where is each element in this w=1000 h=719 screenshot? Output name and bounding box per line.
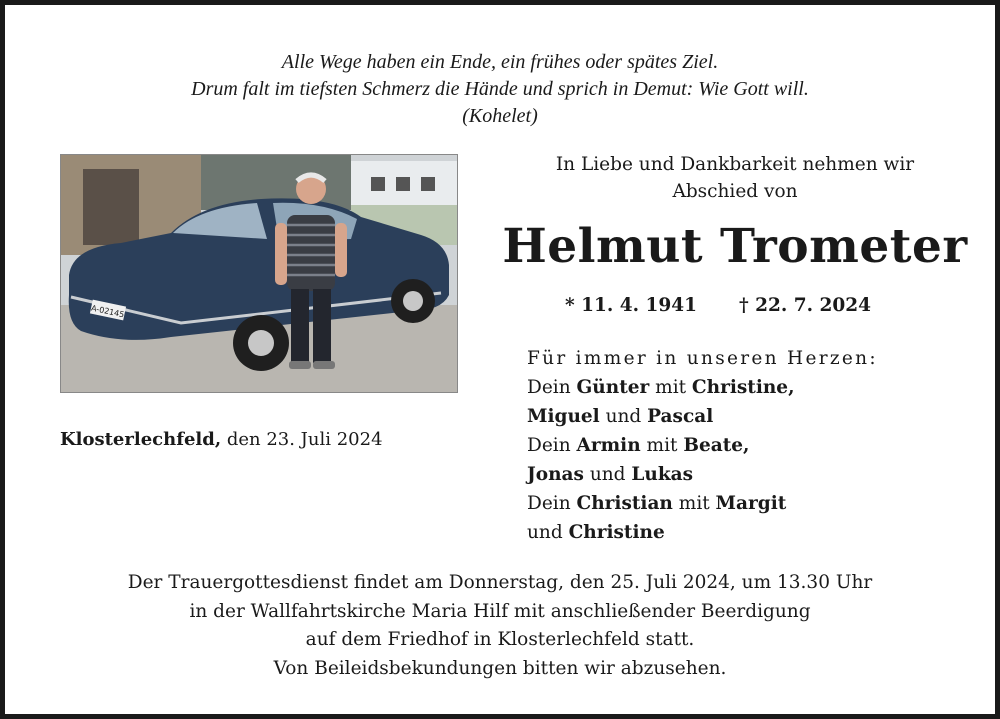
license-plate-text: A-02145 <box>90 303 126 320</box>
mourner-name: Christian <box>576 493 673 514</box>
intro-line-2: Abschied von <box>672 181 798 202</box>
service-line-4: Von Beileidsbekundungen bitten wir abzusehen. <box>273 657 727 679</box>
mourner-line <box>527 460 878 489</box>
birth-date: * 11. 4. 1941 <box>565 295 697 316</box>
intro-text <box>495 151 975 205</box>
place-name: Klosterlechfeld, <box>60 429 222 450</box>
mourner-name: Margit <box>715 493 787 514</box>
service-line-2: in der Wallfahrtskirche Maria Hilf mit anschließender Beerdigung <box>189 600 811 622</box>
mourner-connector: mit <box>649 377 692 398</box>
mourner-connector: und <box>583 464 632 485</box>
motto <box>45 49 955 130</box>
mourner-name: Günter <box>576 377 650 398</box>
mourner-name: Jonas <box>527 464 584 485</box>
service-info <box>45 569 955 683</box>
mourner-name: Beate, <box>683 435 750 456</box>
motto-line-1: Alle Wege haben ein Ende, ein frühes oder spätes Ziel. <box>281 51 719 73</box>
death-date: † 22. 7. 2024 <box>738 295 871 316</box>
mourner-name: Lukas <box>631 464 694 485</box>
life-dates <box>565 295 871 316</box>
mourner-connector: Dein <box>527 377 577 398</box>
mourner-connector: und <box>599 406 648 427</box>
mourner-connector: Dein <box>527 493 577 514</box>
mourner-name: Pascal <box>647 406 714 427</box>
mourners-heading: Für immer in unseren Herzen: <box>527 348 878 369</box>
mourner-line <box>527 489 878 518</box>
notice-date: den 23. Juli 2024 <box>221 429 383 450</box>
mourner-line <box>527 518 878 547</box>
deceased-name: Helmut Trometer <box>502 219 968 274</box>
service-line-1: Der Trauergottesdienst findet am Donnerstag, den 25. Juli 2024, um 13.30 Uhr <box>127 572 873 593</box>
motto-line-2: Drum falt im tiefsten Schmerz die Hände und sprich in Demut: Wie Gott will. <box>191 78 809 100</box>
intro-line-1: In Liebe und Dankbarkeit nehmen wir <box>555 154 915 175</box>
place-and-date <box>60 429 383 450</box>
service-line-3: auf dem Friedhof in Klosterlechfeld statt. <box>305 629 695 650</box>
mourner-connector: mit <box>640 435 684 456</box>
mourner-line <box>527 402 878 431</box>
mourner-connector: mit <box>672 493 716 514</box>
mourner-connector: Dein <box>527 435 577 456</box>
mourner-line <box>527 373 878 402</box>
mourner-name: Miguel <box>527 406 600 427</box>
mourner-line <box>527 431 878 460</box>
mourner-name: Christine <box>568 522 665 543</box>
portrait-photo <box>60 154 458 393</box>
mourner-name: Christine, <box>691 377 795 398</box>
mourners-list <box>527 344 878 547</box>
motto-source: (Kohelet) <box>462 105 538 127</box>
mourner-name: Armin <box>576 435 641 456</box>
mourner-connector: und <box>527 522 569 543</box>
